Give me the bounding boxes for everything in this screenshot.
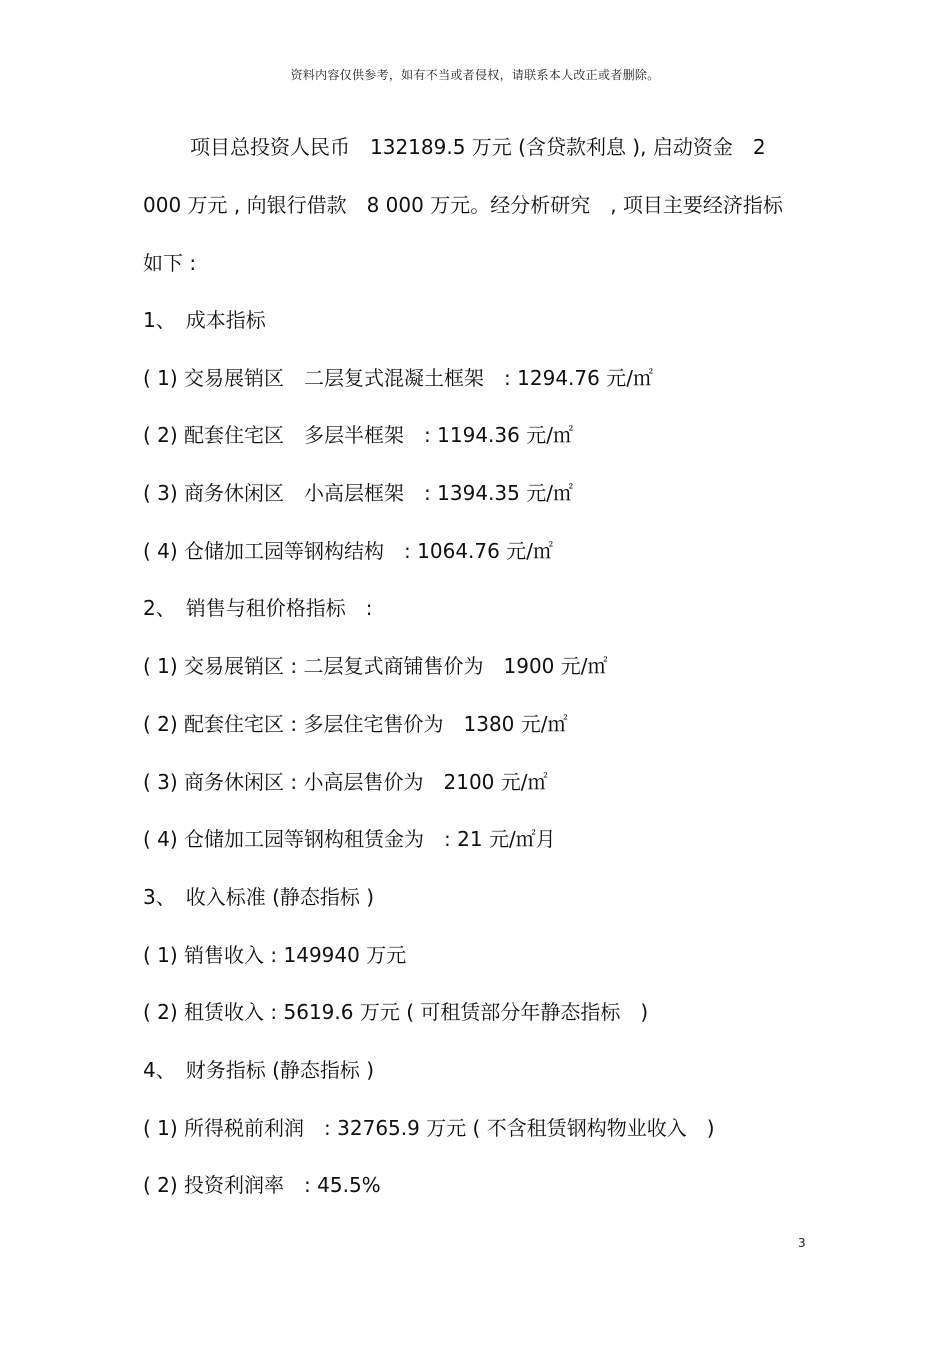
- intro-line-2: 000 万元 , 向银行借款 8 000 万元。经分析研究 , 项目主要经济指标: [143, 193, 783, 217]
- list-item: ( 1) 交易展销区 : 二层复式商铺售价为 1900 元/㎡: [143, 654, 608, 679]
- list-item: ( 3) 商务休闲区 小高层框架 : 1394.35 元/㎡: [143, 481, 573, 506]
- section-heading-finance: 4、 财务指标 (静态指标 ): [143, 1057, 375, 1082]
- section-heading-cost: 1、 成本指标: [143, 308, 266, 332]
- list-item: ( 1) 销售收入 : 149940 万元: [143, 942, 407, 967]
- intro-line-1: 项目总投资人民币 132189.5 万元 (含贷款利息 ), 启动资金 2: [190, 135, 766, 159]
- section-heading-income: 3、 收入标准 (静态指标 ): [143, 884, 375, 909]
- list-item: ( 1) 所得税前利润 : 32765.9 万元 ( 不含租赁钢构物业收入 ): [143, 1115, 715, 1140]
- list-item: ( 2) 投资利润率 : 45.5%: [143, 1173, 381, 1198]
- list-item: ( 2) 配套住宅区 : 多层住宅售价为 1380 元/㎡: [143, 711, 568, 736]
- header-disclaimer: 资料内容仅供参考，如有不当或者侵权，请联系本人改正或者删除。: [290, 68, 660, 82]
- indicator-list: [143, 292, 843, 1215]
- list-item: ( 1) 交易展销区 二层复式混凝土框架 : 1294.76 元/㎡: [143, 365, 653, 390]
- list-item: ( 2) 租赁收入 : 5619.6 万元 ( 可租赁部分年静态指标 ): [143, 1000, 649, 1025]
- list-item: ( 4) 仓储加工园等钢构结构 : 1064.76 元/㎡: [143, 538, 553, 563]
- list-item: ( 3) 商务休闲区 : 小高层售价为 2100 元/㎡: [143, 769, 548, 794]
- intro-line-3: 如下 :: [143, 251, 197, 275]
- list-item: ( 2) 配套住宅区 多层半框架 : 1194.36 元/㎡: [143, 423, 573, 448]
- intro-paragraph: [143, 118, 793, 292]
- page-number: 3: [798, 1236, 806, 1250]
- list-item: ( 4) 仓储加工园等钢构租赁金为 : 21 元/㎡月: [143, 827, 556, 852]
- section-heading-price: 2、 销售与租价格指标 :: [143, 596, 373, 621]
